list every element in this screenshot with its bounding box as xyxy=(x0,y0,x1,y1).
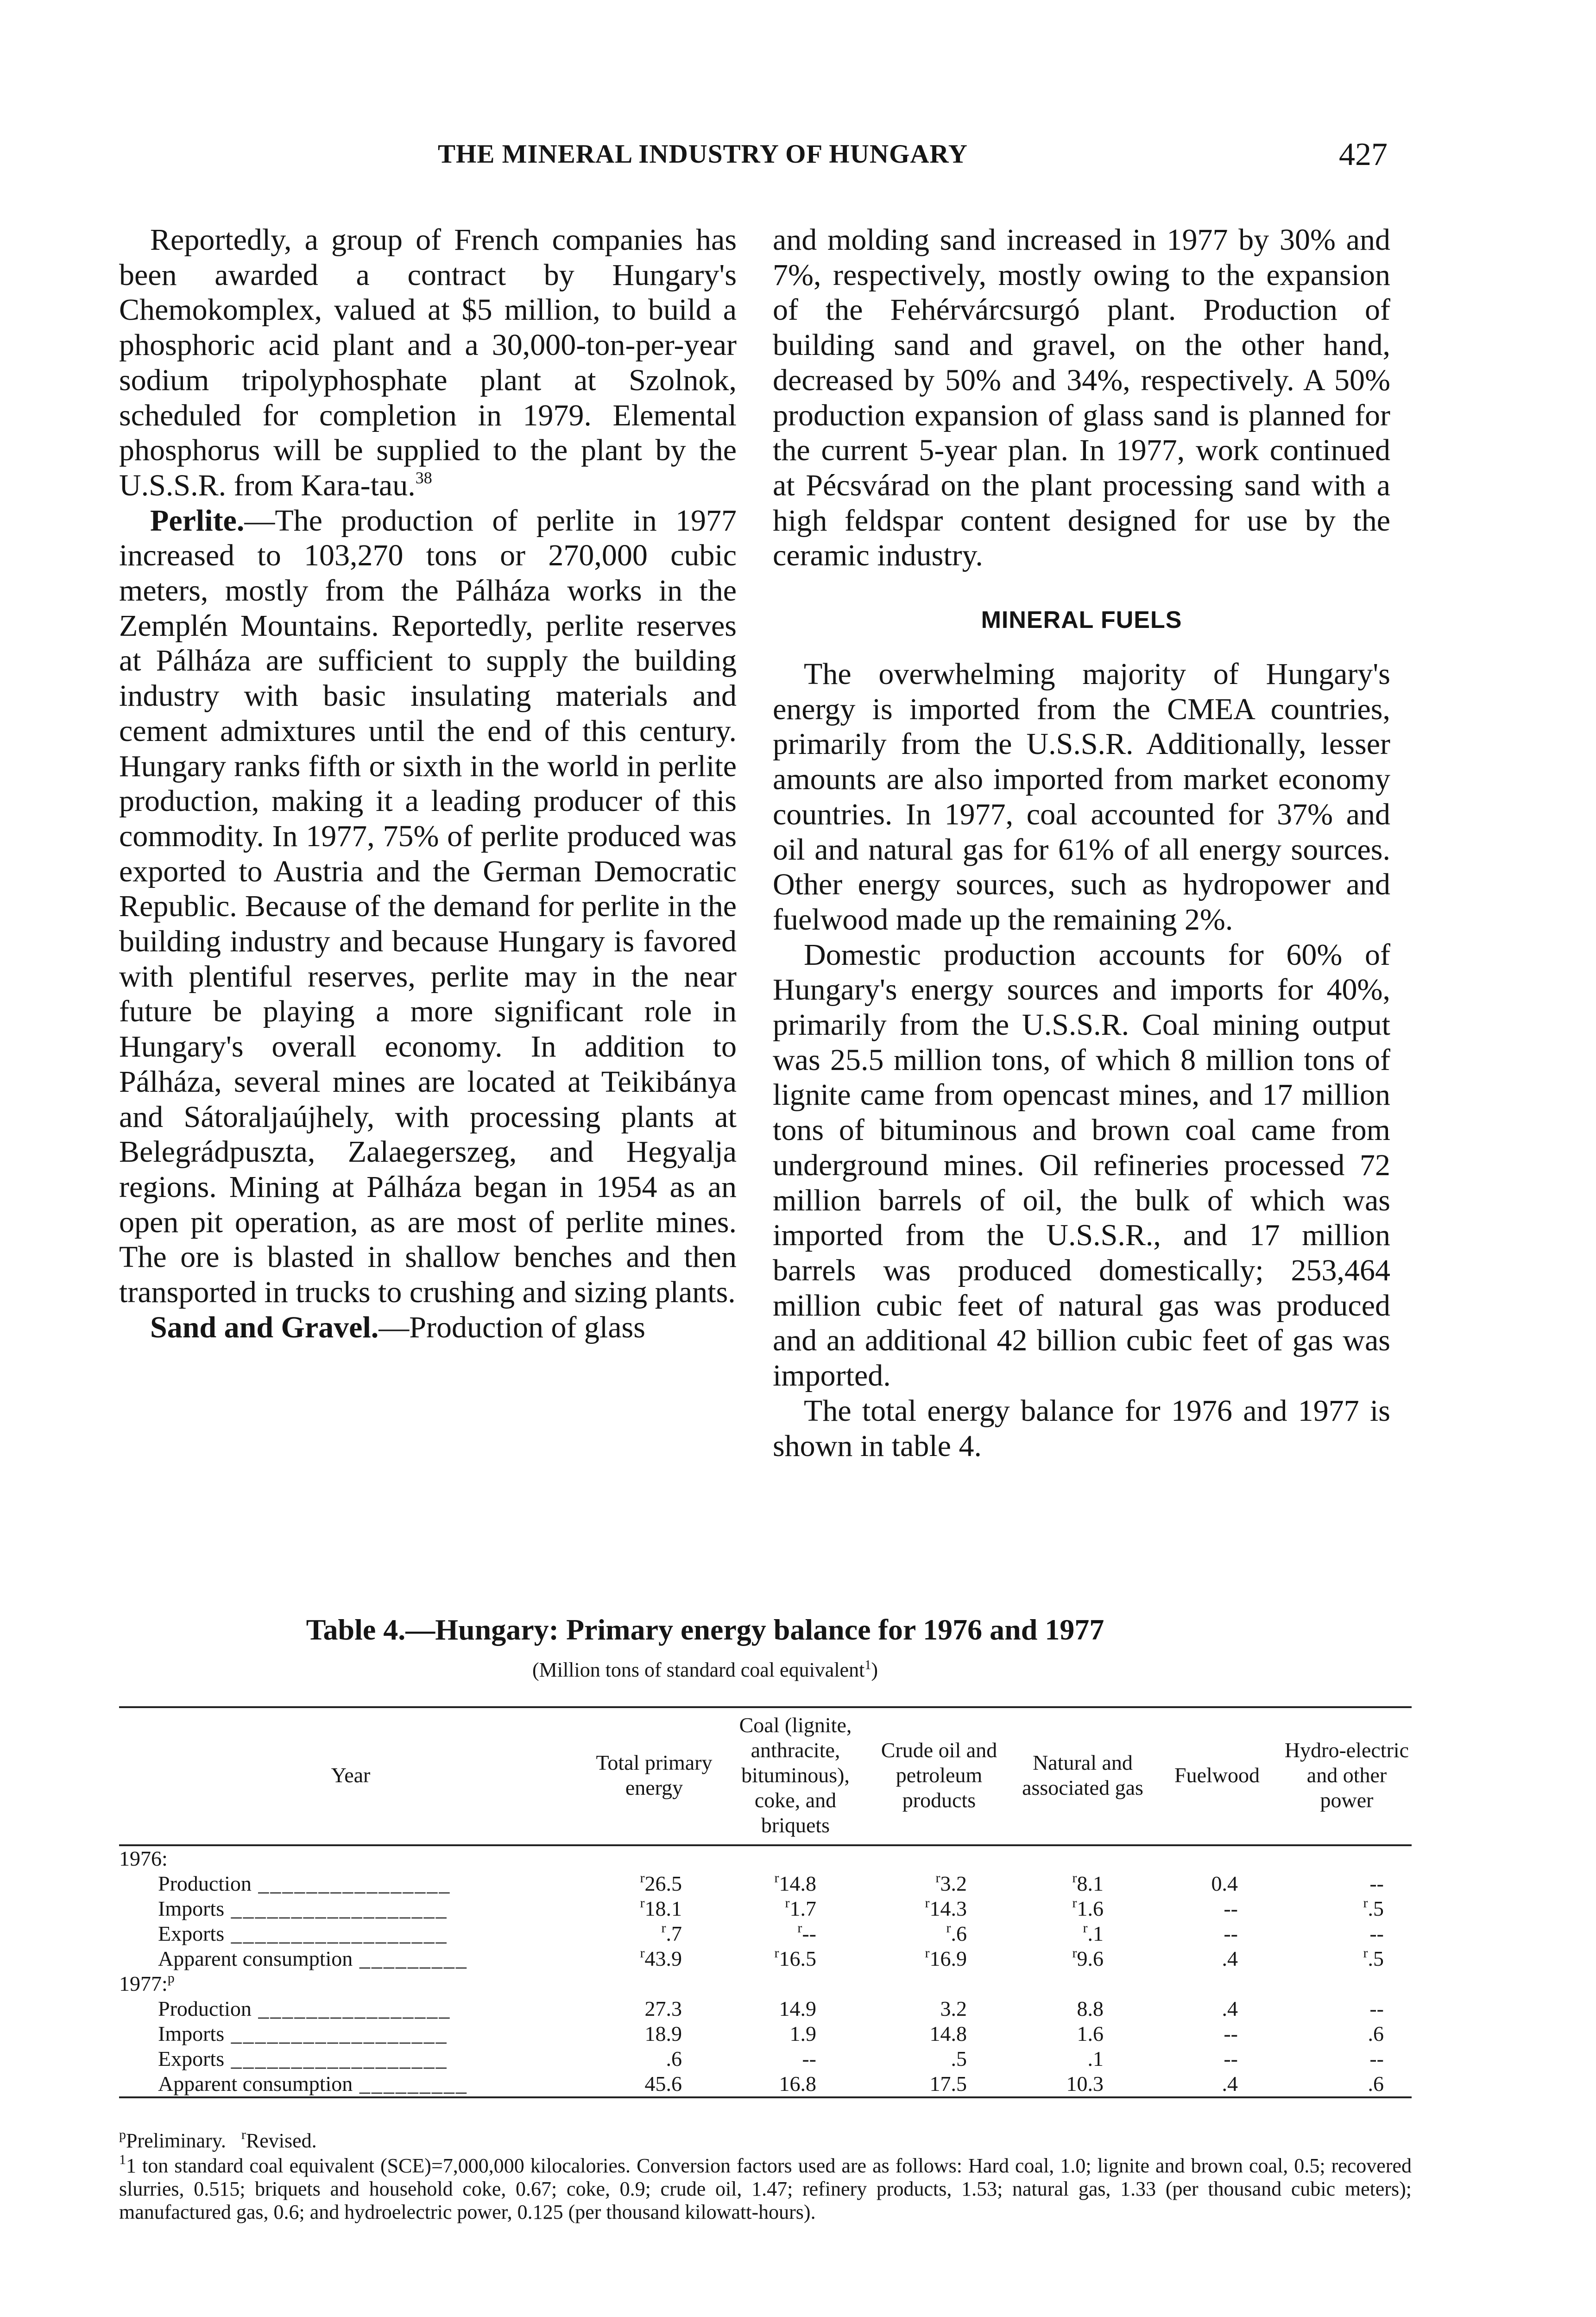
table-cell xyxy=(1013,2046,1152,2071)
table-cell xyxy=(865,2046,1013,2071)
row-label-text: 1976: xyxy=(119,1847,168,1870)
cell-number: -- xyxy=(1369,1922,1384,1945)
row-label xyxy=(119,2071,582,2097)
footnote-text: 1 ton standard coal equivalent (SCE)=7,000,000 kilocalories. Conversion factors used are as follows: Hard coal, 1.0; lignite and brown coal, 0.5; recovered slurries, 0.515; briquets and household coke, 0.67; coke, 0.9; crude oil, 1.47; refinery products, 1.53; natural gas, 1.33 (per thousand cubic meters); manufactured gas, 0.6; and hydroelectric power, 0.125 (per thousand kilowatt-hours). xyxy=(119,2154,1412,2223)
table-cell xyxy=(1152,2021,1282,2046)
column-header: Fuelwood xyxy=(1174,1763,1260,1787)
page-number: 427 xyxy=(1339,137,1388,172)
run-in-heading: Sand and Gravel. xyxy=(150,1310,379,1344)
cell-number: -- xyxy=(1224,1897,1238,1920)
cell-number: 18.9 xyxy=(644,2022,682,2045)
table-cell xyxy=(865,1946,1013,1971)
dot-leader: _________ xyxy=(353,2072,468,2095)
revised-mark: r xyxy=(1072,1870,1077,1886)
table-cell xyxy=(1282,1946,1412,1971)
cell-value xyxy=(797,1921,816,1946)
table-cell xyxy=(1013,1845,1152,1871)
table-cell xyxy=(865,1845,1013,1871)
cell-value xyxy=(779,2071,817,2096)
cell-number: .1 xyxy=(1087,1922,1104,1945)
revised-mark: r xyxy=(1363,1895,1368,1911)
subtitle-text: (Million tons of standard coal equivalent xyxy=(532,1659,865,1681)
revised-mark: r xyxy=(661,1920,666,1936)
revised-mark: r xyxy=(1363,1945,1368,1961)
cell-value xyxy=(1224,2021,1238,2046)
table-cell xyxy=(1152,2071,1282,2097)
table-row xyxy=(119,1996,1412,2021)
revised-mark: r xyxy=(935,1870,940,1886)
cell-value xyxy=(775,1946,817,1971)
cell-number: 14.9 xyxy=(779,1997,816,2020)
cell-value xyxy=(640,1896,682,1921)
revised-mark: r xyxy=(241,2127,246,2142)
cell-number: 16.5 xyxy=(779,1947,816,1970)
table-cell xyxy=(1152,2046,1282,2071)
table-cell xyxy=(582,1845,726,1871)
cell-value xyxy=(1083,1921,1104,1946)
cell-value xyxy=(666,2046,682,2071)
table-cell xyxy=(865,1996,1013,2021)
paragraph-text: Reportedly, a group of French companies has been awarded a contract by Hungary's Chemokomplex, valued at $5 million, to build a phosphoric acid plant and a 30,000-ton-per-year sodium tripolyphosphate plant at Szolnok, scheduled for completion in 1979. Elemental phosphorus will be supplied to the plant by the U.S.S.R. from Kara-tau. xyxy=(119,223,737,502)
preliminary-mark: p xyxy=(167,1970,175,1986)
cell-value xyxy=(775,1871,817,1896)
cell-value xyxy=(930,2071,967,2096)
cell-number: 14.8 xyxy=(929,2022,967,2045)
cell-number: 3.2 xyxy=(940,1997,967,2020)
cell-value xyxy=(1224,2046,1238,2071)
cell-value xyxy=(1211,1871,1238,1896)
paragraph-text: —Production of glass xyxy=(378,1310,645,1344)
table-cell xyxy=(582,1946,726,1971)
running-head xyxy=(0,139,1596,181)
table-cell xyxy=(1282,1921,1412,1946)
row-label xyxy=(119,1896,582,1921)
cell-number: .4 xyxy=(1222,1947,1238,1970)
dot-leader: ________________ xyxy=(251,1872,451,1895)
revised-mark: r xyxy=(1072,1895,1077,1911)
table-cell xyxy=(1152,1971,1282,1996)
cell-number: 45.6 xyxy=(644,2072,682,2095)
column-header: Crude oil and petroleum products xyxy=(881,1738,997,1812)
table-cell xyxy=(726,2021,865,2046)
cell-number: -- xyxy=(1224,2047,1238,2070)
paragraph-sand-gravel xyxy=(119,1310,737,1345)
table-cell xyxy=(582,2071,726,2097)
cell-number: -- xyxy=(1369,2047,1384,2070)
table-cell xyxy=(865,1971,1013,1996)
table-cell xyxy=(726,2046,865,2071)
table-cell xyxy=(582,1971,726,1996)
cell-number: 18.1 xyxy=(644,1897,682,1920)
table-cell xyxy=(1152,1946,1282,1971)
paragraph-perlite xyxy=(119,503,737,1310)
cell-number: .6 xyxy=(666,2047,682,2070)
cell-number: 9.6 xyxy=(1077,1947,1104,1970)
table-cell xyxy=(1013,1971,1152,1996)
cell-number: 8.8 xyxy=(1077,1997,1104,2020)
cell-number: 26.5 xyxy=(644,1872,682,1895)
cell-value xyxy=(1088,2046,1104,2071)
cell-number: 8.1 xyxy=(1077,1872,1104,1895)
cell-value xyxy=(1222,2071,1238,2096)
table-cell xyxy=(865,1921,1013,1946)
table-cell xyxy=(582,2021,726,2046)
revised-mark: r xyxy=(1072,1945,1077,1961)
cell-value xyxy=(925,1946,967,1971)
cell-value xyxy=(1224,1896,1238,1921)
table-cell xyxy=(726,2071,865,2097)
table-cell xyxy=(1282,1996,1412,2021)
cell-value xyxy=(640,1946,682,1971)
table-cell xyxy=(1013,1996,1152,2021)
table-cell xyxy=(1282,1896,1412,1921)
footnote-conversion xyxy=(119,2154,1412,2224)
running-title: THE MINERAL INDUSTRY OF HUNGARY xyxy=(438,139,968,169)
cell-value xyxy=(1363,1946,1384,1971)
row-label xyxy=(119,1921,582,1946)
row-label-text: Imports xyxy=(158,2022,225,2045)
cell-number: 3.2 xyxy=(940,1872,967,1895)
cell-number: 14.8 xyxy=(779,1872,816,1895)
table-cell xyxy=(1013,1896,1152,1921)
cell-number: .5 xyxy=(951,2047,967,2070)
table-subtitle xyxy=(119,1658,1291,1682)
cell-number: 27.3 xyxy=(644,1997,682,2020)
row-label xyxy=(119,1871,582,1896)
row-label xyxy=(119,1946,582,1971)
cell-value xyxy=(1368,2071,1384,2096)
cell-number: .4 xyxy=(1222,1997,1238,2020)
table-cell xyxy=(726,1946,865,1971)
cell-value xyxy=(785,1896,817,1921)
table-row xyxy=(119,1871,1412,1896)
table-cell xyxy=(865,2021,1013,2046)
revised-mark: r xyxy=(785,1895,790,1911)
row-label-text: Production xyxy=(158,1997,252,2020)
dot-leader: __________________ xyxy=(224,1897,448,1920)
cell-value xyxy=(1072,1946,1104,1971)
cell-number: .6 xyxy=(951,1922,967,1945)
cell-number: .5 xyxy=(1368,1897,1384,1920)
footnote-number: 1 xyxy=(119,2152,126,2167)
paragraph-text: —The production of perlite in 1977 increased to 103,270 tons or 270,000 cubic meters, mostly from the Pálháza works in the Zemplén Mountains. Reportedly, perlite reserves at Pálháza are sufficient to supply the building industry with basic insulating materials and cement admixtures until the end of this century. Hungary ranks fifth or sixth in the world in perlite production, making it a leading producer of this commodity. In 1977, 75% of perlite produced was exported to Austria and the German Democratic Republic. Because of the demand for perlite in the building industry and because Hungary is favored with plentiful reserves, perlite may in the near future be playing a more significant role in Hungary's overall economy. In addition to Pálháza, several mines are located at Teikibánya and Sátoraljaújhely, with processing plants at Belegrádpuszta, Zalaegerszeg, and Hegyalja regions. Mining at Pálháza began in 1954 as an open pit operation, as are most of perlite mines. The ore is blasted in shallow benches and then transported in trucks to crushing and sizing plants. xyxy=(119,503,737,1310)
revised-mark: r xyxy=(774,1945,779,1961)
paragraph-domestic-production: Domestic production accounts for 60% of Hungary's energy sources and imports for 40%, primarily from the U.S.S.R. Coal mining output was 25.5 million tons, of which 8 million tons of lignite came from opencast mines, and 17 million tons of bituminous and brown coal came from underground mines. Oil refineries processed 72 million barrels of oil, the bulk of which was imported from the U.S.S.R., and 17 million barrels was produced domestically; 253,464 million cubic feet of natural gas was produced and an additional 42 billion cubic feet of gas was imported. xyxy=(773,937,1390,1393)
column-header: Year xyxy=(331,1763,371,1787)
cell-number: -- xyxy=(1224,1922,1238,1945)
cell-number: 0.4 xyxy=(1211,1872,1238,1895)
cell-number: .6 xyxy=(1368,2022,1384,2045)
table-footnotes xyxy=(119,2129,1412,2224)
cell-value xyxy=(1222,1996,1238,2021)
cell-number: 43.9 xyxy=(644,1947,682,1970)
dot-leader: __________________ xyxy=(224,2022,448,2045)
run-in-heading: Perlite. xyxy=(150,503,245,538)
table-row xyxy=(119,1946,1412,1971)
paragraph-sand-continued: and molding sand increased in 1977 by 30% and 7%, respectively, mostly owing to the expansion of the Fehérvárcsurgó plant. Production of building sand and gravel, on the other hand, decreased by 50% and 34%, respectively. A 50% production expansion of glass sand is planned for the current 5-year plan. In 1977, work continued at Pécsvárad on the plant processing sand with a high feldspar content designed for use by the ceramic industry. xyxy=(773,223,1390,573)
cell-number: 1.7 xyxy=(789,1897,816,1920)
cell-value xyxy=(940,1996,967,2021)
cell-value xyxy=(645,2071,682,2096)
table-cell xyxy=(1282,2046,1412,2071)
cell-number: 16.8 xyxy=(779,2072,816,2095)
cell-value xyxy=(1369,2046,1384,2071)
dot-leader: ________________ xyxy=(251,1997,451,2020)
table-cell xyxy=(1013,2071,1152,2097)
row-label xyxy=(119,2046,582,2071)
revised-mark: r xyxy=(640,1895,645,1911)
table-cell xyxy=(726,1971,865,1996)
row-label xyxy=(119,1996,582,2021)
table-header-row xyxy=(119,1707,1412,1845)
table-cell xyxy=(1152,1845,1282,1871)
revised-mark: r xyxy=(797,1920,802,1936)
column-header: Hydro-electric and other power xyxy=(1284,1738,1409,1812)
table-cell xyxy=(1013,1921,1152,1946)
row-label xyxy=(119,1845,582,1871)
cell-value xyxy=(1224,1921,1238,1946)
table-cell xyxy=(1282,1971,1412,1996)
cell-value xyxy=(802,2046,816,2071)
cell-number: .1 xyxy=(1087,2047,1104,2070)
cell-number: 17.5 xyxy=(929,2072,967,2095)
cell-number: -- xyxy=(1224,2022,1238,2045)
table-body xyxy=(119,1845,1412,2097)
table-cell xyxy=(726,1921,865,1946)
cell-value xyxy=(645,2021,682,2046)
table-cell xyxy=(726,1996,865,2021)
column-header: Total primary energy xyxy=(596,1751,713,1799)
table-title: Table 4.—Hungary: Primary energy balance for 1976 and 1977 xyxy=(306,1613,1104,1646)
row-label-text: 1977: xyxy=(119,1972,168,1995)
table-cell xyxy=(1282,1845,1412,1871)
revised-mark: r xyxy=(925,1945,930,1961)
row-label-text: Exports xyxy=(158,1922,225,1945)
table-row xyxy=(119,2071,1412,2097)
cell-value xyxy=(1077,1996,1104,2021)
table-cell xyxy=(1282,2071,1412,2097)
cell-value xyxy=(1077,2021,1104,2046)
table-cell xyxy=(865,2071,1013,2097)
cell-number: .6 xyxy=(1368,2072,1384,2095)
table-row xyxy=(119,1896,1412,1921)
dot-leader: _________ xyxy=(353,1947,468,1970)
cell-number: 14.3 xyxy=(929,1897,967,1920)
table-cell xyxy=(1152,1896,1282,1921)
table-cell xyxy=(582,2046,726,2071)
revised-mark: r xyxy=(946,1920,951,1936)
cell-number: -- xyxy=(1369,1997,1384,2020)
cell-value xyxy=(1222,1946,1238,1971)
table-cell xyxy=(1282,1871,1412,1896)
cell-value xyxy=(1072,1871,1104,1896)
subtitle-close: ) xyxy=(871,1659,878,1681)
table-row xyxy=(119,2046,1412,2071)
table-cell xyxy=(726,1845,865,1871)
revised-mark: r xyxy=(1083,1920,1088,1936)
cell-number: 1.6 xyxy=(1077,1897,1104,1920)
table-cell xyxy=(582,1871,726,1896)
row-label-text: Apparent consumption xyxy=(158,1947,353,1970)
cell-number: .5 xyxy=(1368,1947,1384,1970)
table-cell xyxy=(1013,2021,1152,2046)
cell-value xyxy=(925,1896,967,1921)
cell-value xyxy=(951,2046,967,2071)
column-header: Natural and associated gas xyxy=(1022,1751,1143,1799)
cell-value xyxy=(640,1871,682,1896)
revised-mark: r xyxy=(774,1870,779,1886)
footnote-reference: 1 xyxy=(864,1658,871,1672)
preliminary-note: Preliminary. xyxy=(126,2129,226,2152)
cell-number: -- xyxy=(1369,1872,1384,1895)
footnote-marks xyxy=(119,2129,1412,2152)
cell-value xyxy=(1369,1996,1384,2021)
table-cell xyxy=(1013,1871,1152,1896)
dot-leader: __________________ xyxy=(224,2047,448,2070)
cell-number: 1.6 xyxy=(1077,2022,1104,2045)
cell-value xyxy=(946,1921,967,1946)
table-cell xyxy=(726,1871,865,1896)
row-label-text: Production xyxy=(158,1872,252,1895)
cell-value xyxy=(790,2021,817,2046)
cell-number: .7 xyxy=(666,1922,682,1945)
paragraph-energy-imports: The overwhelming majority of Hungary's energy is imported from the CMEA countries, primarily from the U.S.S.R. Additionally, lesser amounts are also imported from market economy countries. In 1977, coal accounted for 37% and oil and natural gas for 61% of all energy sources. Other energy sources, such as hydropower and fuelwood made up the remaining 2%. xyxy=(773,657,1390,937)
table-cell xyxy=(1013,1946,1152,1971)
revised-note: Revised. xyxy=(246,2129,317,2152)
cell-value xyxy=(1369,1871,1384,1896)
table-cell xyxy=(865,1871,1013,1896)
table-year-row xyxy=(119,1845,1412,1871)
left-column xyxy=(119,222,737,1345)
cell-value xyxy=(1072,1896,1104,1921)
table-cell xyxy=(726,1896,865,1921)
revised-mark: r xyxy=(640,1870,645,1886)
row-label-text: Exports xyxy=(158,2047,225,2070)
table-row xyxy=(119,1921,1412,1946)
table-cell xyxy=(865,1896,1013,1921)
cell-value xyxy=(1369,1921,1384,1946)
paragraph-phosphate xyxy=(119,222,737,503)
table-cell xyxy=(1282,2021,1412,2046)
preliminary-mark: p xyxy=(119,2127,126,2142)
table-cell xyxy=(1152,1996,1282,2021)
table-cell xyxy=(1152,1871,1282,1896)
cell-number: 10.3 xyxy=(1066,2072,1104,2095)
table-row xyxy=(119,2021,1412,2046)
revised-mark: r xyxy=(640,1945,645,1961)
table-year-row xyxy=(119,1971,1412,1996)
cell-number: 1.9 xyxy=(789,2022,816,2045)
row-label-text: Apparent consumption xyxy=(158,2072,353,2095)
revised-mark: r xyxy=(925,1895,930,1911)
table-cell xyxy=(582,1996,726,2021)
energy-balance-table xyxy=(119,1706,1412,2098)
right-column xyxy=(773,222,1390,1463)
cell-number: .4 xyxy=(1222,2072,1238,2095)
cell-value xyxy=(930,2021,967,2046)
table-cell xyxy=(582,1896,726,1921)
table-cell xyxy=(582,1921,726,1946)
cell-number: 16.9 xyxy=(929,1947,967,1970)
cell-value xyxy=(1368,2021,1384,2046)
cell-number: -- xyxy=(802,2047,816,2070)
table-cell xyxy=(1152,1921,1282,1946)
cell-value xyxy=(936,1871,967,1896)
section-heading: MINERAL FUELS xyxy=(981,607,1182,634)
row-label xyxy=(119,1971,582,1996)
row-label-text: Imports xyxy=(158,1897,225,1920)
footnote-reference: 38 xyxy=(415,468,432,487)
cell-value xyxy=(645,1996,682,2021)
cell-number: -- xyxy=(802,1922,816,1945)
column-header: Coal (lignite, anthracite, bituminous), coke, and briquets xyxy=(739,1713,852,1837)
cell-value xyxy=(779,1996,817,2021)
cell-value xyxy=(1066,2071,1104,2096)
paragraph-energy-balance: The total energy balance for 1976 and 1977 is shown in table 4. xyxy=(773,1393,1390,1463)
dot-leader: __________________ xyxy=(224,1922,448,1945)
row-label xyxy=(119,2021,582,2046)
cell-value xyxy=(1363,1896,1384,1921)
cell-value xyxy=(662,1921,682,1946)
